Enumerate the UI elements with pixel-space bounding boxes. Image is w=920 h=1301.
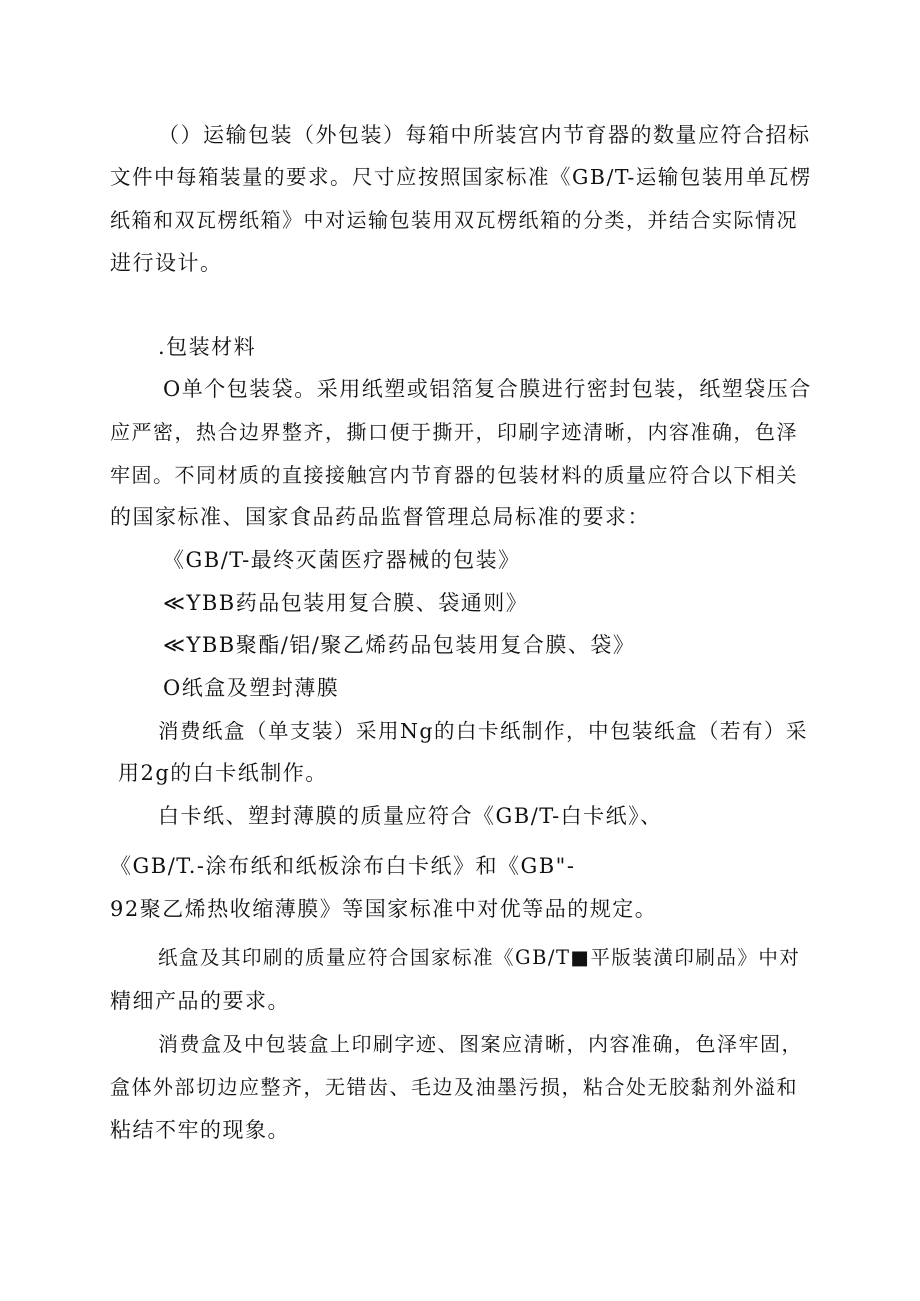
- paragraph-line-4: 进行设计。: [110, 251, 223, 275]
- section-heading: .包装材料: [158, 335, 257, 359]
- paragraph-line-12: 《GB/T.-涂布纸和纸板涂布白卡纸》和《GB"-: [110, 854, 576, 878]
- paragraph-line-11: 白卡纸、塑封薄膜的质量应符合《GB/T-白卡纸》、: [158, 804, 663, 828]
- paragraph-line-2: 文件中每箱装量的要求。尺寸应按照国家标准《GB/T-运输包装用单瓦楞: [110, 165, 812, 189]
- paragraph-line-6: 应严密，热合边界整齐，撕口便于撕开，印刷字迹清晰，内容准确，色泽: [110, 420, 798, 444]
- paragraph-line-14: 纸盒及其印刷的质量应符合国家标准《GB/T■平版装潢印刷品》中对: [158, 946, 801, 969]
- paragraph-line-1: （）运输包装（外包装）每箱中所装宫内节育器的数量应符合招标: [158, 123, 811, 147]
- paragraph-line-15: 精细产品的要求。: [110, 989, 290, 1013]
- paragraph-line-17: 盒体外部切边应整齐，无错齿、毛边及油墨污损，粘合处无胶黏剂外溢和: [110, 1075, 798, 1099]
- paragraph-line-3: 纸箱和双瓦楞纸箱》中对运输包装用双瓦楞纸箱的分类，并结合实际情况: [110, 208, 798, 232]
- paragraph-line-9: 消费纸盒（单支装）采用Ng的白卡纸制作，中包装纸盒（若有）采: [158, 719, 809, 743]
- paragraph-line-10: 用2g的白卡纸制作。: [118, 761, 328, 785]
- subsection-heading: O纸盒及塑封薄膜: [163, 676, 340, 700]
- standard-item-2: ≪YBB药品包装用复合膜、袋通则》: [163, 591, 529, 615]
- standard-item-1: 《GB/T-最终灭菌医疗器械的包装》: [163, 548, 521, 572]
- paragraph-line-16: 消费盒及中包装盒上印刷字迹、图案应清晰，内容准确，色泽牢固，: [158, 1032, 803, 1056]
- paragraph-line-5: O单个包装袋。采用纸塑或铝箔复合膜进行密封包装，纸塑袋压合: [163, 377, 812, 401]
- paragraph-line-8: 的国家标准、国家食品药品监督管理总局标准的要求：: [110, 505, 650, 529]
- paragraph-line-18: 粘结不牢的现象。: [110, 1118, 290, 1142]
- paragraph-line-13: 92聚乙烯热收缩薄膜》等国家标准中对优等品的规定。: [110, 897, 658, 921]
- standard-item-3: ≪YBB聚酯/铝/聚乙烯药品包装用复合膜、袋》: [163, 633, 636, 657]
- paragraph-line-7: 牢固。不同材质的直接接触宫内节育器的包装材料的质量应符合以下相关: [110, 463, 798, 487]
